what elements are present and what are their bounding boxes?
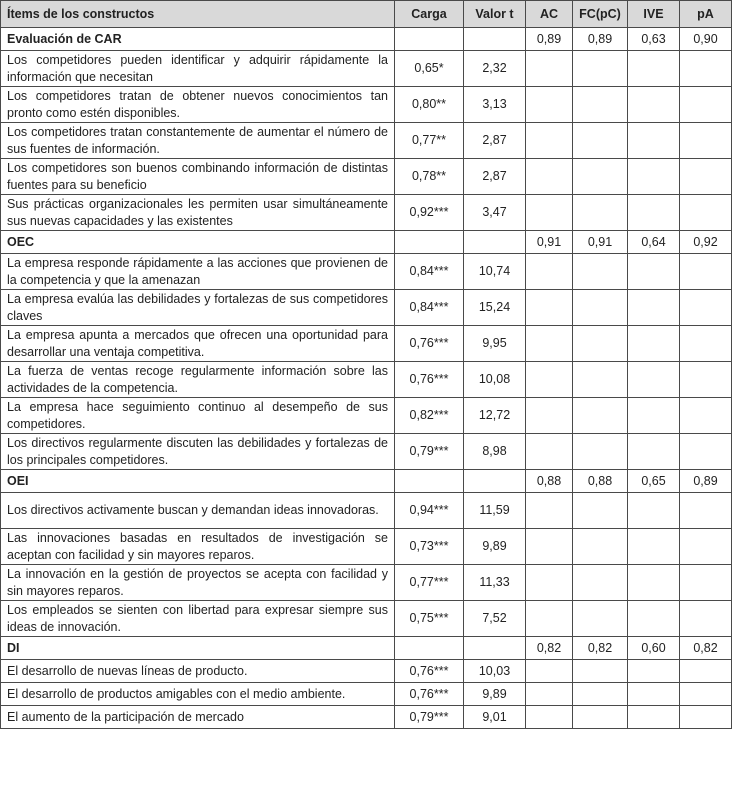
header-ive: IVE — [628, 1, 680, 28]
empty-cell — [395, 637, 464, 660]
item-carga: 0,73*** — [395, 529, 464, 565]
construct-name: DI — [1, 637, 395, 660]
fc-value: 0,89 — [573, 28, 628, 51]
ac-value: 0,82 — [526, 637, 573, 660]
item-valor-t: 11,33 — [464, 565, 526, 601]
item-carga: 0,78** — [395, 159, 464, 195]
item-carga: 0,65* — [395, 51, 464, 87]
item-text: Los directivos regularmente discuten las debilidades y fortalezas de los principales competidores. — [1, 434, 395, 470]
item-carga: 0,77** — [395, 123, 464, 159]
item-row — [1, 254, 732, 290]
item-text: El desarrollo de productos amigables con el medio ambiente. — [1, 683, 395, 706]
item-carga: 0,77*** — [395, 565, 464, 601]
pa-value: 0,90 — [680, 28, 732, 51]
construct-row — [1, 28, 732, 51]
item-valor-t: 9,95 — [464, 326, 526, 362]
item-row — [1, 123, 732, 159]
item-row — [1, 326, 732, 362]
empty-cell — [464, 28, 526, 51]
item-valor-t: 15,24 — [464, 290, 526, 326]
item-carga: 0,76*** — [395, 683, 464, 706]
item-carga: 0,84*** — [395, 290, 464, 326]
item-text: La fuerza de ventas recoge regularmente información sobre las actividades de la competencia. — [1, 362, 395, 398]
ive-value: 0,60 — [628, 637, 680, 660]
item-row — [1, 706, 732, 729]
item-text: Las innovaciones basadas en resultados de investigación se aceptan con facilidad y sin mayores reparos. — [1, 529, 395, 565]
ive-value: 0,65 — [628, 470, 680, 493]
construct-name: Evaluación de CAR — [1, 28, 395, 51]
item-text: Los competidores tratan constantemente de aumentar el número de sus fuentes de información. — [1, 123, 395, 159]
empty-cell — [464, 470, 526, 493]
item-text: La empresa responde rápidamente a las acciones que provienen de la competencia y que la amenazan — [1, 254, 395, 290]
ac-value: 0,91 — [526, 231, 573, 254]
item-carga: 0,79*** — [395, 706, 464, 729]
ive-value: 0,64 — [628, 231, 680, 254]
item-row — [1, 159, 732, 195]
item-carga: 0,80** — [395, 87, 464, 123]
item-valor-t: 7,52 — [464, 601, 526, 637]
item-row — [1, 434, 732, 470]
empty-cell — [395, 231, 464, 254]
fc-value: 0,91 — [573, 231, 628, 254]
ac-value: 0,88 — [526, 470, 573, 493]
item-valor-t: 10,74 — [464, 254, 526, 290]
item-carga: 0,94*** — [395, 493, 464, 529]
construct-row — [1, 231, 732, 254]
item-text: Los competidores pueden identificar y adquirir rápidamente la información que necesitan — [1, 51, 395, 87]
item-carga: 0,84*** — [395, 254, 464, 290]
header-ac: AC — [526, 1, 573, 28]
header-valor-t: Valor t — [464, 1, 526, 28]
item-valor-t: 10,03 — [464, 660, 526, 683]
item-text: Los directivos activamente buscan y demandan ideas innovadoras. — [1, 493, 395, 529]
pa-value: 0,82 — [680, 637, 732, 660]
pa-value: 0,89 — [680, 470, 732, 493]
item-valor-t: 2,87 — [464, 159, 526, 195]
item-row — [1, 565, 732, 601]
item-valor-t: 8,98 — [464, 434, 526, 470]
empty-cell — [464, 231, 526, 254]
item-valor-t: 2,32 — [464, 51, 526, 87]
item-row — [1, 362, 732, 398]
item-carga: 0,76*** — [395, 362, 464, 398]
fc-value: 0,82 — [573, 637, 628, 660]
ive-value: 0,63 — [628, 28, 680, 51]
construct-name: OEC — [1, 231, 395, 254]
item-text: La empresa evalúa las debilidades y fortalezas de sus competidores claves — [1, 290, 395, 326]
empty-cell — [395, 470, 464, 493]
item-text: Sus prácticas organizacionales les permiten usar simultáneamente sus nuevas capacidades y las existentes — [1, 195, 395, 231]
fc-value: 0,88 — [573, 470, 628, 493]
ac-value: 0,89 — [526, 28, 573, 51]
item-text: El aumento de la participación de mercado — [1, 706, 395, 729]
item-row — [1, 683, 732, 706]
pa-value: 0,92 — [680, 231, 732, 254]
item-valor-t: 3,47 — [464, 195, 526, 231]
item-text: Los competidores tratan de obtener nuevos conocimientos tan pronto como estén disponibles. — [1, 87, 395, 123]
item-valor-t: 10,08 — [464, 362, 526, 398]
empty-cell — [464, 637, 526, 660]
item-row — [1, 529, 732, 565]
item-row — [1, 87, 732, 123]
item-carga: 0,75*** — [395, 601, 464, 637]
empty-cell — [395, 28, 464, 51]
item-valor-t: 3,13 — [464, 87, 526, 123]
header-carga: Carga — [395, 1, 464, 28]
construct-name: OEI — [1, 470, 395, 493]
item-text: Los empleados se sienten con libertad para expresar siempre sus ideas de innovación. — [1, 601, 395, 637]
construct-row — [1, 637, 732, 660]
item-carga: 0,82*** — [395, 398, 464, 434]
item-carga: 0,92*** — [395, 195, 464, 231]
item-row — [1, 398, 732, 434]
header-fc: FC(pC) — [573, 1, 628, 28]
item-row — [1, 493, 732, 529]
item-text: La empresa hace seguimiento continuo al desempeño de sus competidores. — [1, 398, 395, 434]
item-row — [1, 660, 732, 683]
item-row — [1, 601, 732, 637]
item-row — [1, 290, 732, 326]
item-valor-t: 11,59 — [464, 493, 526, 529]
header-pa: pA — [680, 1, 732, 28]
item-text: Los competidores son buenos combinando información de distintas fuentes para su beneficio — [1, 159, 395, 195]
item-text: La innovación en la gestión de proyectos se acepta con facilidad y sin mayores reparos. — [1, 565, 395, 601]
construct-row — [1, 470, 732, 493]
item-valor-t: 2,87 — [464, 123, 526, 159]
item-valor-t: 9,89 — [464, 529, 526, 565]
item-carga: 0,79*** — [395, 434, 464, 470]
item-valor-t: 9,01 — [464, 706, 526, 729]
item-carga: 0,76*** — [395, 326, 464, 362]
item-carga: 0,76*** — [395, 660, 464, 683]
item-text: El desarrollo de nuevas líneas de producto. — [1, 660, 395, 683]
header-items: Ítems de los constructos — [1, 1, 395, 28]
item-row — [1, 51, 732, 87]
item-row — [1, 195, 732, 231]
item-valor-t: 9,89 — [464, 683, 526, 706]
header-row — [1, 1, 732, 28]
item-valor-t: 12,72 — [464, 398, 526, 434]
item-text: La empresa apunta a mercados que ofrecen una oportunidad para desarrollar una ventaja competitiva. — [1, 326, 395, 362]
